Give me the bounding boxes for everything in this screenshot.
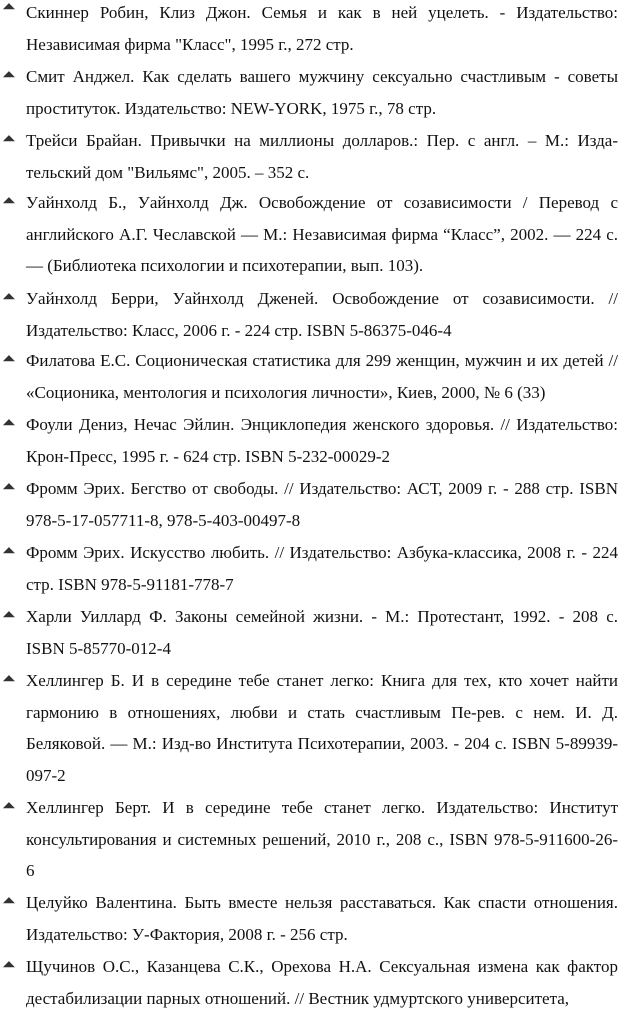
entry-line: — (Библиотека психологии и психотерапии, вып. 103). xyxy=(26,256,424,276)
entry-line: проституток. Издательство: NEW-YORK, 1975 г., 78 стр. xyxy=(26,98,437,118)
bibliography-entry xyxy=(0,890,620,957)
bibliography-entry xyxy=(0,604,620,671)
list-marker-icon: ⏶ xyxy=(2,0,16,17)
bibliography-entry xyxy=(0,954,620,1021)
entry-line: Издательство: Класс, 2006 г. - 224 стр. ISBN 5-86375-046-4 xyxy=(26,320,452,340)
list-marker-icon: ⏶ xyxy=(2,349,16,369)
list-marker-icon: ⏶ xyxy=(2,891,16,911)
entry-line: гармонию в отношениях, любви и стать счастливым Пе-рев. с нем. И. Д. xyxy=(26,702,618,722)
entry-line: Щучинов О.С., Казанцева С.К., Орехова Н.А. Сексуальная измена как фактор xyxy=(26,957,618,976)
entry-line: Фромм Эрих. Искусство любить. // Издательство: Азбука-классика, 2008 г. - 224 xyxy=(26,543,618,562)
entry-line: 097-2 xyxy=(26,765,66,785)
list-marker-icon: ⏶ xyxy=(2,669,16,689)
entry-line: Целуйко Валентина. Быть вместе нельзя расставаться. Как спасти отношения. xyxy=(26,893,618,912)
entry-line: Фромм Эрих. Бегство от свободы. // Издательство: АСТ, 2009 г. - 288 стр. ISBN xyxy=(26,479,618,498)
entry-line: Филатова Е.С. Соционическая статистика для 299 женщин, мужчин и их детей // xyxy=(26,351,618,370)
list-marker-icon: ⏶ xyxy=(2,191,16,211)
entry-line: 978-5-17-057711-8, 978-5-403-00497-8 xyxy=(26,510,301,530)
entry-line: Харли Уиллард Ф. Законы семейной жизни. - М.: Протестант, 1992. - 208 с. xyxy=(26,607,618,626)
entry-line: тельский дом "Вильямс", 2005. – 352 с. xyxy=(26,162,310,182)
bibliography-entry xyxy=(0,668,620,798)
list-marker-icon: ⏶ xyxy=(2,477,16,497)
list-marker-icon: ⏶ xyxy=(2,955,16,975)
entry-line: Уайнхолд Б., Уайнхолд Дж. Освобождение от созависимости / Перевод с xyxy=(26,193,618,212)
entry-line: консультирования и системных решений, 2010 г., 208 с., ISBN 978-5-911600-26- xyxy=(26,829,618,849)
entry-line: Хеллингер Б. И в середине тебе станет легко: Книга для тех, кто хочет найти xyxy=(26,671,618,690)
entry-line: Хеллингер Берт. И в середине тебе станет легко. Издательство: Институт xyxy=(26,798,618,817)
entry-line: Скиннер Робин, Клиз Джон. Семья и как в ней уцелеть. - Издательство: xyxy=(26,3,618,22)
entry-line: дестабилизации парных отношений. // Вестник удмуртского университета, xyxy=(26,988,570,1008)
entry-line: английского А.Г. Чеславской — М.: Независимая фирма “Класс”, 2002. — 224 с. xyxy=(26,224,618,244)
entry-line: Издательство: У-Фактория, 2008 г. - 256 стр. xyxy=(26,924,348,944)
entry-line: стр. ISBN 978-5-91181-778-7 xyxy=(26,574,234,594)
bibliography-entry xyxy=(0,795,620,894)
entry-line: Трейси Брайан. Привычки на миллионы долларов.: Пер. с англ. – М.: Изда- xyxy=(26,131,618,150)
entry-line: ISBN 5-85770-012-4 xyxy=(26,638,171,658)
list-marker-icon: ⏶ xyxy=(2,129,16,149)
bibliography-entry xyxy=(0,348,620,415)
entry-line: Независимая фирма "Класс", 1995 г., 272 стр. xyxy=(26,34,354,54)
bibliography-entry xyxy=(0,0,620,67)
entry-line: Смит Анджел. Как сделать вашего мужчину сексуально счастливым - советы xyxy=(26,67,618,86)
bibliography-entry xyxy=(0,476,620,543)
list-marker-icon: ⏶ xyxy=(2,65,16,85)
list-marker-icon: ⏶ xyxy=(2,796,16,816)
list-marker-icon: ⏶ xyxy=(2,541,16,561)
entry-line: «Соционика, ментология и психология личности», Киев, 2000, № 6 (33) xyxy=(26,382,546,402)
bibliography-entry xyxy=(0,412,620,479)
bibliography-entry xyxy=(0,286,620,353)
entry-line: Фоули Дениз, Нечас Эйлин. Энциклопедия женского здоровья. // Издательство: xyxy=(26,415,618,434)
entry-line: Уайнхолд Берри, Уайнхолд Дженей. Освобождение от созависимости. // xyxy=(26,289,618,308)
entry-line: Беляковой. — М.: Изд-во Института Психотерапии, 2003. - 204 с. ISBN 5-89939- xyxy=(26,734,618,754)
bibliography-entry xyxy=(0,540,620,607)
entry-line: Крон-Пресс, 1995 г. - 624 стр. ISBN 5-232-00029-2 xyxy=(26,446,391,466)
bibliography-entry xyxy=(0,128,620,195)
list-marker-icon: ⏶ xyxy=(2,605,16,625)
entry-line: 6 xyxy=(26,861,35,881)
bibliography-entry xyxy=(0,190,620,289)
list-marker-icon: ⏶ xyxy=(2,287,16,307)
bibliography-entry xyxy=(0,64,620,131)
list-marker-icon: ⏶ xyxy=(2,413,16,433)
